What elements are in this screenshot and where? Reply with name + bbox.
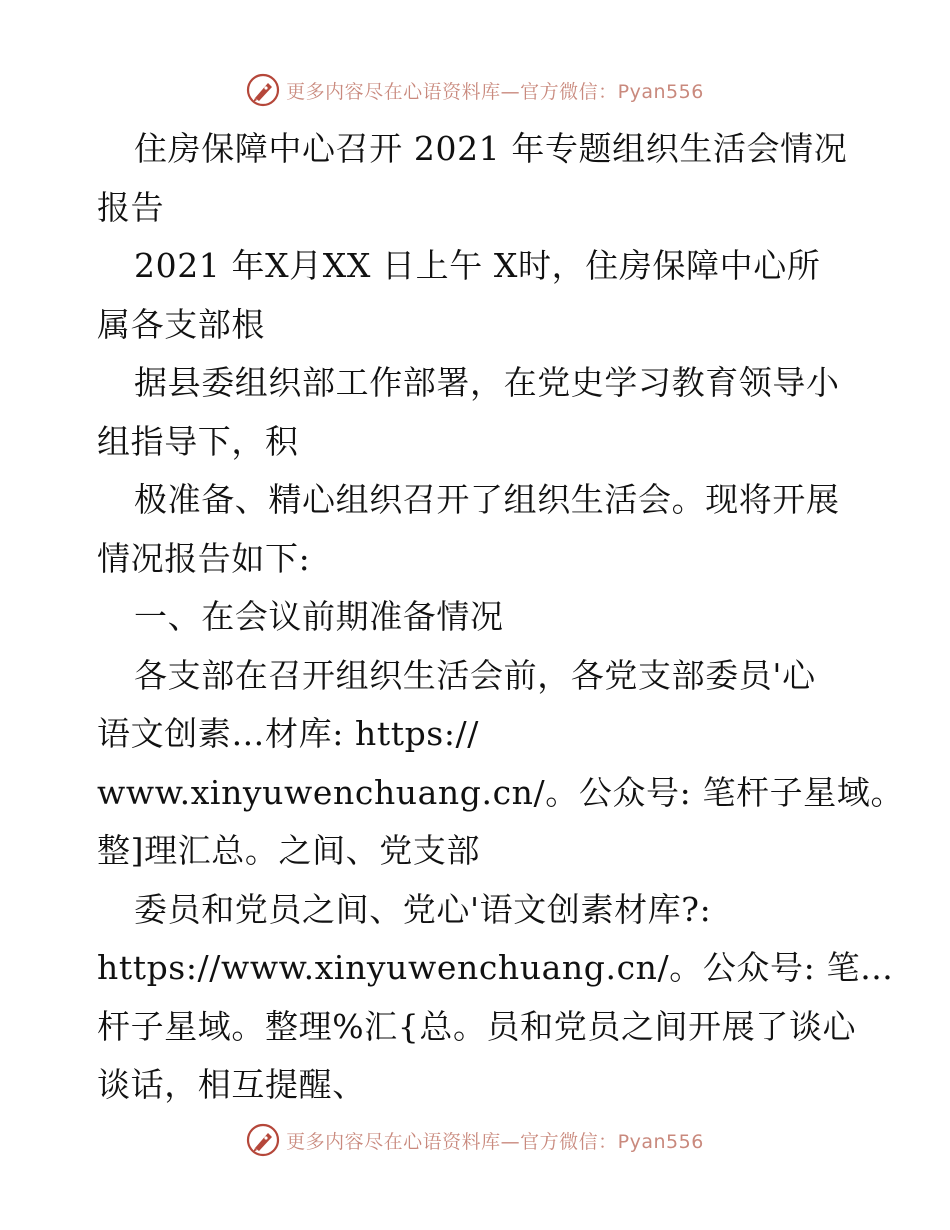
header-watermark [0,70,950,110]
document-body [97,120,905,1115]
text-line: 一、在会议前期准备情况 [134,597,504,636]
text-line: 各支部在召开组织生活会前，各党支部委员'心 [134,655,816,695]
text-line: 情况报告如下: [97,538,311,578]
text-line: 属各支部根 [97,304,265,344]
pen-nib-logo-icon [246,73,280,107]
watermark-text: 更多内容尽在心语资料库—官方微信：Pyan556 [286,80,704,103]
text-line: 2021 年X月XX 日上午 X时，住房保障中心所 [134,246,821,285]
text-line: www.xinyuwenchuang.cn/。公众号: 笔杆子星域。 [97,772,905,812]
text-line: 语文创素…材库: https:// [97,714,479,753]
footer-watermark [0,1120,950,1160]
text-line: 谈话，相互提醒、 [97,1065,366,1104]
text-line: 据县委组织部工作部署，在党史学习教育领导小 [134,363,840,402]
text-line: 杆子星域。整理%汇{总。员和党员之间开展了谈心 [97,1006,857,1046]
text-line: 报告 [97,187,165,227]
text-line: 委员和党员之间、党心'语文创素材库?: [134,889,712,929]
text-line: 住房保障中心召开 2021 年专题组织生活会情况 [134,129,848,168]
watermark-text: 更多内容尽在心语资料库—官方微信：Pyan556 [286,1130,704,1153]
text-line: https://www.xinyuwenchuang.cn/。公众号: 笔… [97,948,894,987]
pen-nib-logo-icon [246,1123,280,1157]
text-line: 极准备、精心组织召开了组织生活会。现将开展 [134,480,840,519]
text-line: 整]理汇总。之间、党支部 [97,831,481,870]
text-line: 组指导下，积 [97,421,299,461]
